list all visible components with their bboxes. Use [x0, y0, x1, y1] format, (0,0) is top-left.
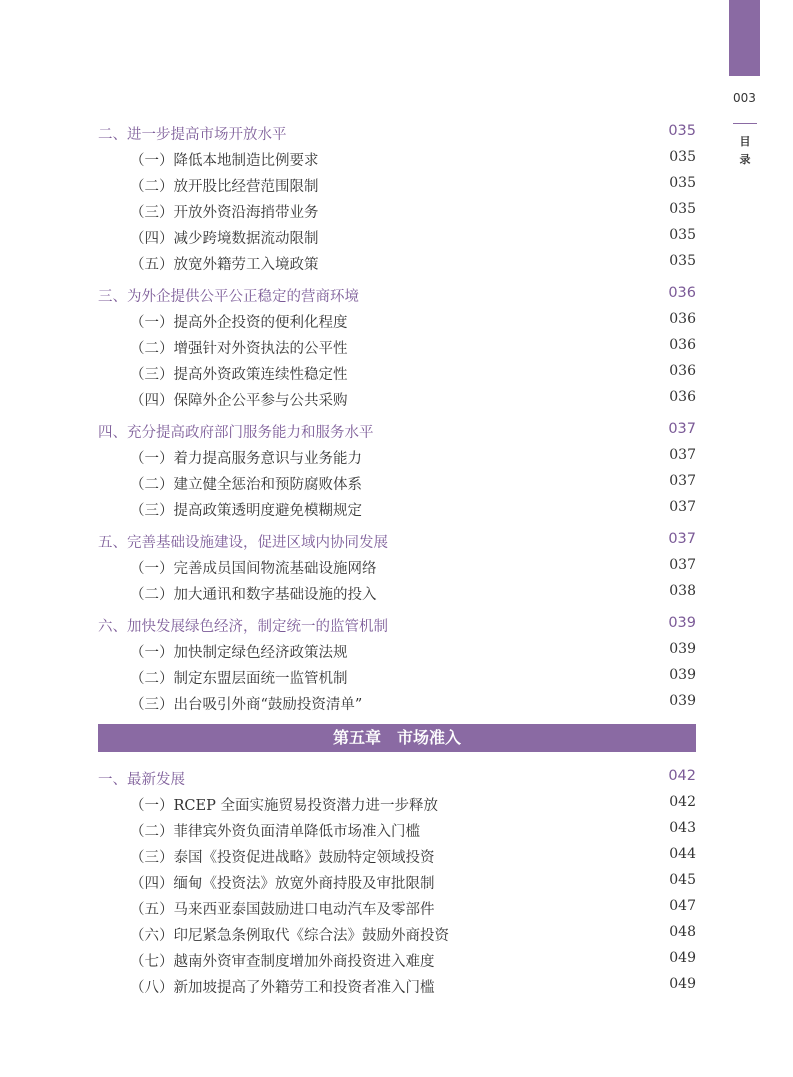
toc-subsection-entry[interactable] [98, 579, 696, 605]
toc-subsection-page: 039 [669, 693, 696, 709]
toc-subsection-title: （六）印尼紧急条例取代《综合法》鼓励外商投资 [130, 928, 449, 944]
toc-section-entry[interactable] [98, 611, 696, 637]
toc-section-entry[interactable] [98, 527, 696, 553]
toc-subsection-entry[interactable] [98, 689, 696, 715]
side-label-contents: 目录 [739, 135, 751, 166]
toc-subsection-entry[interactable] [98, 946, 696, 972]
side-divider [733, 123, 757, 124]
toc-subsection-page: 039 [669, 667, 696, 683]
toc-subsection-title: （七）越南外资审查制度增加外商投资进入难度 [130, 954, 435, 970]
toc-subsection-entry[interactable] [98, 307, 696, 333]
toc-subsection-entry[interactable] [98, 249, 696, 275]
toc-subsection-page: 037 [669, 557, 696, 573]
toc-subsection-entry[interactable] [98, 868, 696, 894]
page-number: 003 [733, 91, 756, 105]
toc-subsection-title: （二）建立健全惩治和预防腐败体系 [130, 477, 362, 493]
toc-subsection-page: 036 [669, 311, 696, 327]
toc-subsection-entry[interactable] [98, 333, 696, 359]
toc-subsection-entry[interactable] [98, 637, 696, 663]
toc-subsection-entry[interactable] [98, 790, 696, 816]
toc-section-title: 三、为外企提供公平公正稳定的营商环境 [98, 289, 359, 305]
toc-subsection-title: （三）出台吸引外商“鼓励投资清单” [130, 697, 363, 713]
toc-section-page: 035 [668, 123, 696, 139]
toc-section-page: 036 [668, 285, 696, 301]
toc-subsection-page: 035 [669, 201, 696, 217]
toc-section-title: 四、充分提高政府部门服务能力和服务水平 [98, 425, 374, 441]
toc-subsection-entry[interactable] [98, 223, 696, 249]
toc-subsection-page: 037 [669, 499, 696, 515]
toc-subsection-title: （五）放宽外籍劳工入境政策 [130, 257, 319, 273]
toc-subsection-title: （八）新加坡提高了外籍劳工和投资者准入门槛 [130, 980, 435, 996]
toc-section-title: 六、加快发展绿色经济，制定统一的监管机制 [98, 619, 388, 635]
toc-subsection-title: （三）提高外资政策连续性稳定性 [130, 367, 348, 383]
toc-subsection-entry[interactable] [98, 894, 696, 920]
toc-subsection-entry[interactable] [98, 469, 696, 495]
toc-subsection-title: （一）着力提高服务意识与业务能力 [130, 451, 362, 467]
toc-section-page: 037 [668, 421, 696, 437]
toc-subsection-entry[interactable] [98, 443, 696, 469]
toc-subsection-entry[interactable] [98, 972, 696, 998]
toc-subsection-title: （五）马来西亚泰国鼓励进口电动汽车及零部件 [130, 902, 435, 918]
toc-section-entry[interactable] [98, 281, 696, 307]
toc-subsection-entry[interactable] [98, 816, 696, 842]
toc-subsection-entry[interactable] [98, 663, 696, 689]
toc-subsection-page: 036 [669, 337, 696, 353]
toc-subsection-title: （三）开放外资沿海捎带业务 [130, 205, 319, 221]
toc-subsection-page: 044 [669, 846, 696, 862]
toc-subsection-entry[interactable] [98, 842, 696, 868]
toc-subsection-page: 036 [669, 363, 696, 379]
toc-subsection-title: （二）增强针对外资执法的公平性 [130, 341, 348, 357]
toc-subsection-title: （三）提高政策透明度避免模糊规定 [130, 503, 362, 519]
toc-subsection-page: 045 [669, 872, 696, 888]
toc-subsection-page: 049 [669, 976, 696, 992]
toc-subsection-title: （三）泰国《投资促进战略》鼓励特定领域投资 [130, 850, 435, 866]
toc-subsection-entry[interactable] [98, 171, 696, 197]
toc-subsection-title: （二）制定东盟层面统一监管机制 [130, 671, 348, 687]
toc-subsection-page: 038 [669, 583, 696, 599]
toc-subsection-page: 042 [669, 794, 696, 810]
toc-subsection-title: （一）完善成员国间物流基础设施网络 [130, 561, 377, 577]
toc-subsection-title: （二）放开股比经营范围限制 [130, 179, 319, 195]
toc-subsection-title: （一）提高外企投资的便利化程度 [130, 315, 348, 331]
toc-section-entry[interactable] [98, 417, 696, 443]
chapter-heading: 第五章 市场准入 [98, 724, 696, 752]
toc-subsection-entry[interactable] [98, 385, 696, 411]
toc-subsection-title: （一）RCEP 全面实施贸易投资潜力进一步释放 [130, 798, 438, 814]
toc-section-page: 039 [668, 615, 696, 631]
toc-subsection-title: （四）缅甸《投资法》放宽外商持股及审批限制 [130, 876, 435, 892]
toc-subsection-page: 039 [669, 641, 696, 657]
toc-subsection-page: 037 [669, 447, 696, 463]
toc-section-entry[interactable] [98, 764, 696, 790]
toc-subsection-page: 043 [669, 820, 696, 836]
toc-section-title: 一、最新发展 [98, 772, 185, 788]
toc-subsection-title: （一）加快制定绿色经济政策法规 [130, 645, 348, 661]
toc-subsection-page: 037 [669, 473, 696, 489]
table-of-contents [98, 119, 696, 998]
toc-subsection-page: 035 [669, 149, 696, 165]
toc-subsection-entry[interactable] [98, 145, 696, 171]
toc-subsection-entry[interactable] [98, 359, 696, 385]
toc-section-title: 二、进一步提高市场开放水平 [98, 127, 287, 143]
toc-section-page: 042 [668, 768, 696, 784]
chapter-tab-marker [729, 0, 760, 76]
toc-subsection-page: 047 [669, 898, 696, 914]
toc-subsection-title: （四）减少跨境数据流动限制 [130, 231, 319, 247]
toc-subsection-title: （四）保障外企公平参与公共采购 [130, 393, 348, 409]
toc-subsection-page: 035 [669, 253, 696, 269]
toc-section-page: 037 [668, 531, 696, 547]
toc-subsection-title: （二）菲律宾外资负面清单降低市场准入门槛 [130, 824, 420, 840]
toc-subsection-page: 035 [669, 227, 696, 243]
toc-subsection-page: 048 [669, 924, 696, 940]
toc-section-title: 五、完善基础设施建设，促进区域内协同发展 [98, 535, 388, 551]
toc-subsection-page: 049 [669, 950, 696, 966]
toc-subsection-page: 035 [669, 175, 696, 191]
toc-section-entry[interactable] [98, 119, 696, 145]
toc-subsection-entry[interactable] [98, 197, 696, 223]
toc-subsection-page: 036 [669, 389, 696, 405]
toc-subsection-entry[interactable] [98, 553, 696, 579]
toc-subsection-entry[interactable] [98, 495, 696, 521]
toc-subsection-title: （二）加大通讯和数字基础设施的投入 [130, 587, 377, 603]
toc-subsection-title: （一）降低本地制造比例要求 [130, 153, 319, 169]
toc-subsection-entry[interactable] [98, 920, 696, 946]
